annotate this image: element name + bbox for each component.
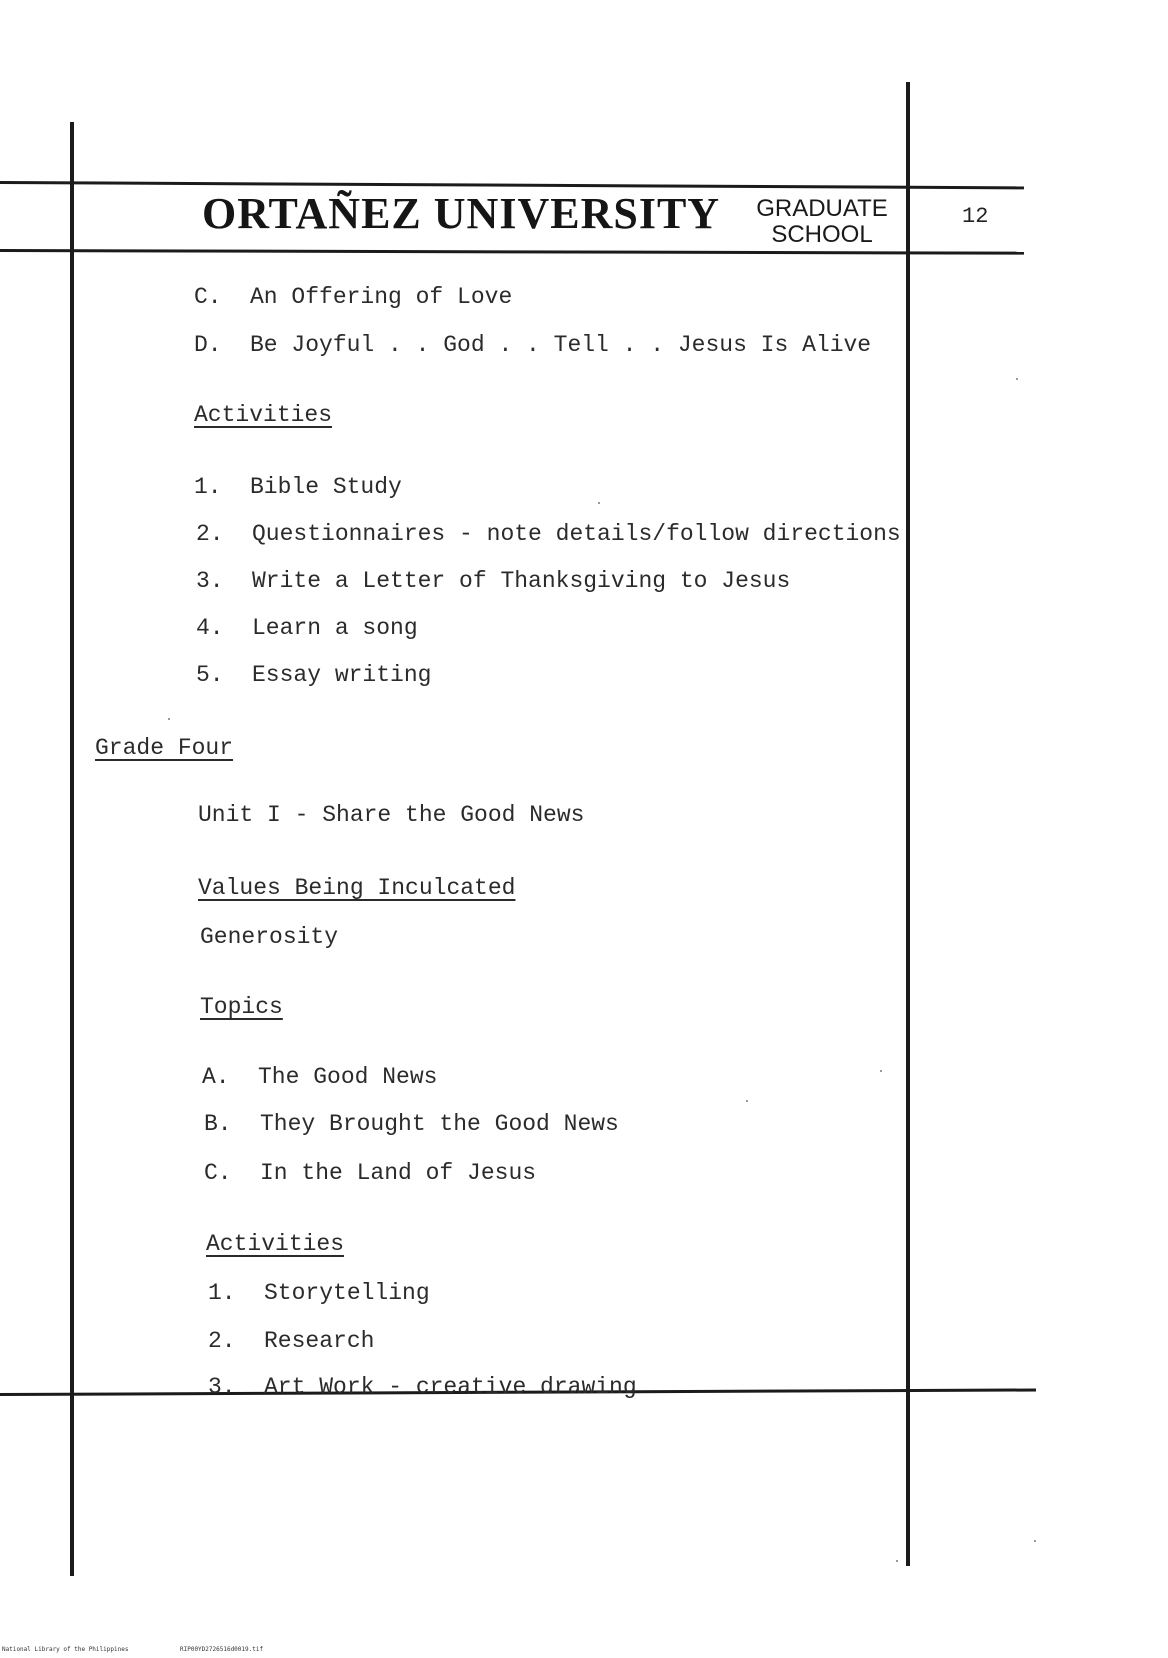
activity-item <box>196 568 790 594</box>
topic-label: B. <box>204 1111 232 1137</box>
activity-text: Research <box>264 1328 375 1354</box>
footer-library-label: National Library of the Philippines <box>2 1646 129 1653</box>
graduate-school-label <box>742 196 902 248</box>
page-number: 12 <box>962 204 989 229</box>
footer-file-label: RIP00YD2726516d0019.tif <box>180 1646 264 1653</box>
topics-heading: Topics <box>200 994 283 1020</box>
activity-label: 1. <box>208 1280 236 1306</box>
activity-item <box>196 615 418 641</box>
activity-item <box>194 474 402 500</box>
activity-text: Write a Letter of Thanksgiving to Jesus <box>252 568 791 594</box>
topic-item <box>202 1064 437 1090</box>
activity-label: 2. <box>196 521 224 547</box>
activity-label: 1. <box>194 474 222 500</box>
topic-item <box>204 1111 619 1137</box>
topic-label: A. <box>202 1064 230 1090</box>
activity-item <box>208 1328 374 1354</box>
activity-label: 4. <box>196 615 224 641</box>
header-bottom-rule <box>0 249 1024 255</box>
activity-label: 5. <box>196 662 224 688</box>
left-margin-rule <box>70 122 74 1576</box>
values-text: Generosity <box>200 924 339 950</box>
topic-item-d <box>194 332 871 358</box>
activities-heading: Activities <box>194 402 333 428</box>
scan-speck <box>168 718 170 720</box>
activity-text: Art Work - creative drawing <box>264 1374 637 1400</box>
activity-item <box>208 1374 637 1400</box>
activity-item <box>208 1280 430 1306</box>
activity-text: Learn a song <box>252 615 418 641</box>
topic-text: An Offering of Love <box>250 284 513 310</box>
university-name: ORTAÑEZ UNIVERSITY <box>202 189 721 238</box>
topic-item-c <box>194 284 512 310</box>
topic-label: C. <box>194 284 222 310</box>
topic-label: C. <box>204 1160 232 1186</box>
graduate-label: GRADUATE <box>756 195 888 222</box>
activity-label: 3. <box>208 1374 236 1400</box>
unit-title: Unit I - Share the Good News <box>198 802 585 828</box>
topic-item <box>204 1160 536 1186</box>
topic-text: Be Joyful . . God . . Tell . . Jesus Is Alive <box>250 332 872 358</box>
scan-speck <box>1034 1540 1036 1542</box>
topic-label: D. <box>194 332 222 358</box>
scan-speck <box>880 1070 882 1072</box>
activity-text: Essay writing <box>252 662 432 688</box>
activity-label: 2. <box>208 1328 236 1354</box>
scan-speck <box>896 1560 898 1562</box>
right-margin-rule <box>906 82 910 1566</box>
activity-item <box>196 662 431 688</box>
topic-text: The Good News <box>258 1064 438 1090</box>
scan-speck <box>1016 378 1018 380</box>
scan-speck <box>598 502 600 504</box>
activity-label: 3. <box>196 568 224 594</box>
activity-text: Questionnaires - note details/follow directions <box>252 521 901 547</box>
grade-heading: Grade Four <box>95 735 234 761</box>
scan-speck <box>746 1100 748 1102</box>
activity-item <box>196 521 901 547</box>
topic-text: They Brought the Good News <box>260 1111 619 1137</box>
activity-text: Storytelling <box>264 1280 430 1306</box>
activities-heading: Activities <box>206 1231 345 1257</box>
school-label: SCHOOL <box>771 221 873 248</box>
topic-text: In the Land of Jesus <box>260 1160 537 1186</box>
values-heading: Values Being Inculcated <box>198 875 516 901</box>
activity-text: Bible Study <box>250 474 402 500</box>
